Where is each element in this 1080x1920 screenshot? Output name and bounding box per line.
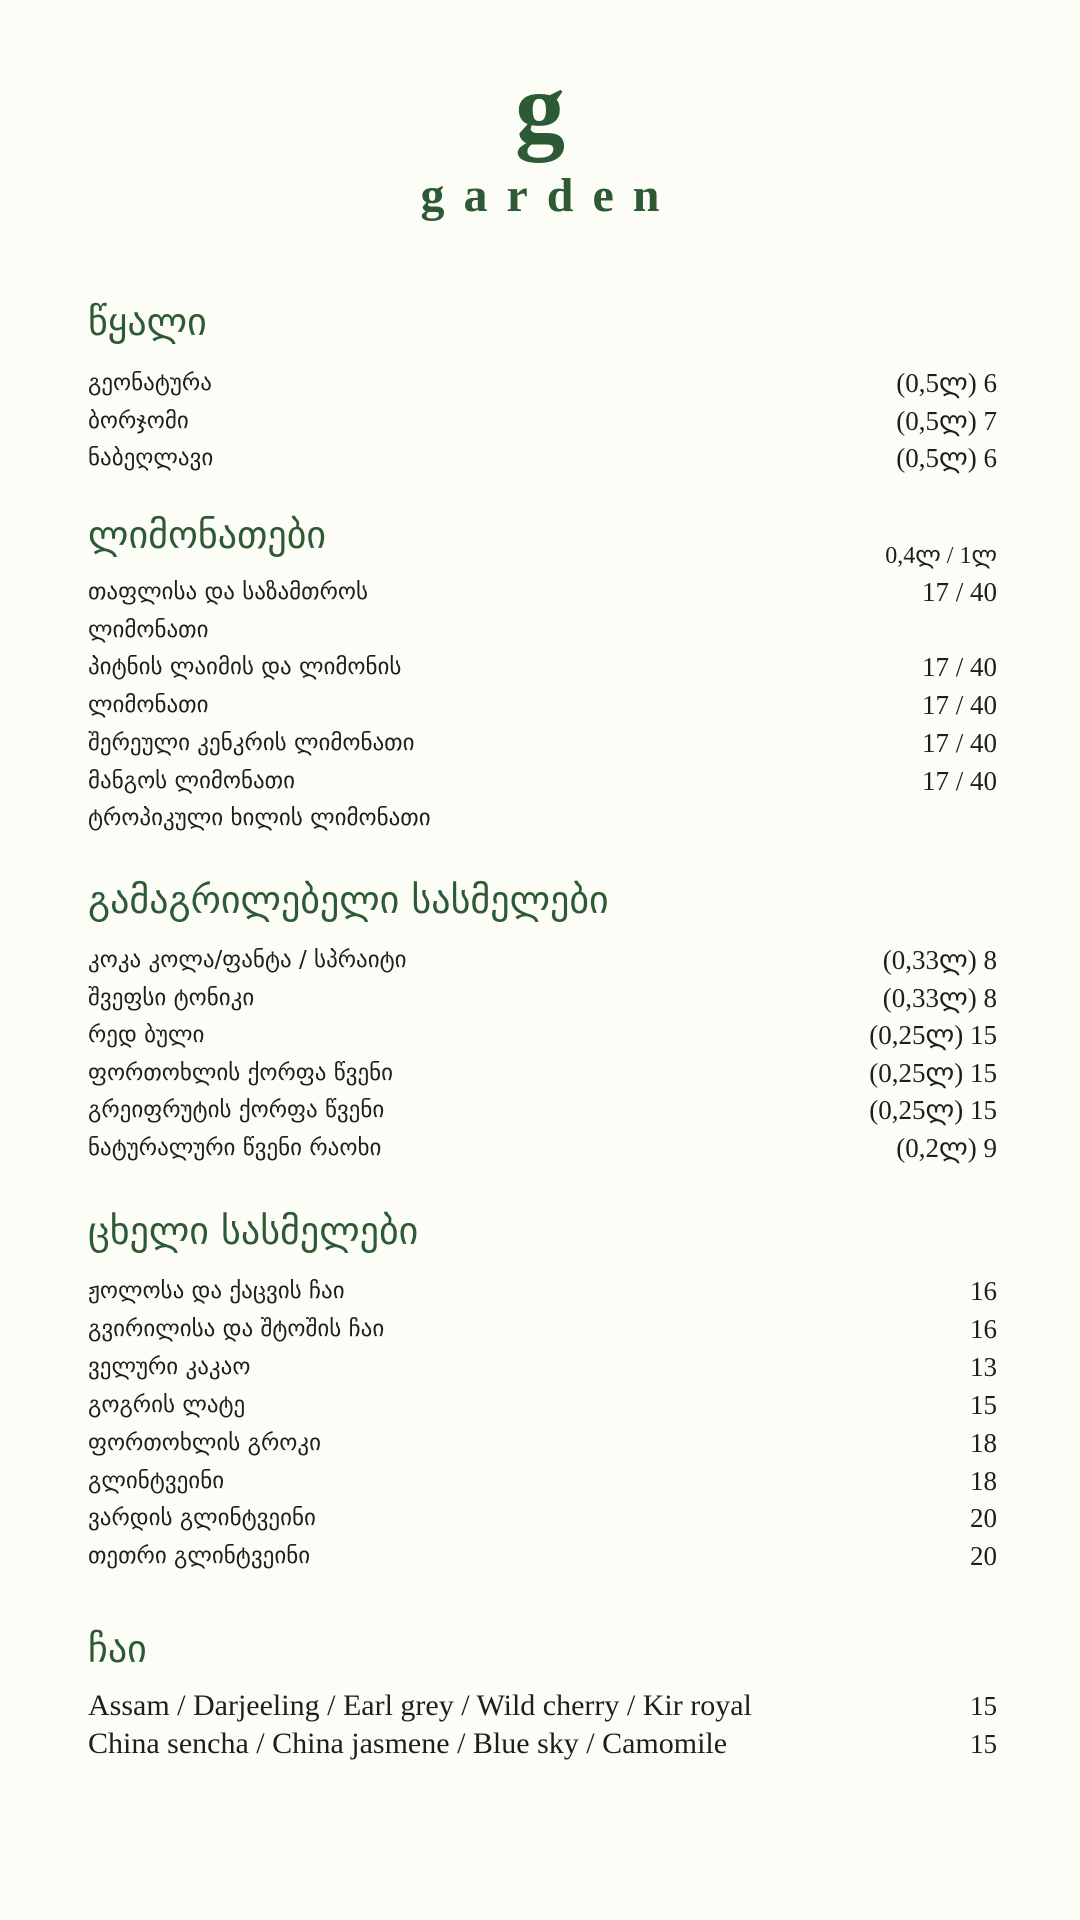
item-name: ნატურალური წვენი რაოხი [88, 1135, 382, 1161]
menu-item [88, 1131, 997, 1165]
item-name: ლიმონათი [88, 616, 209, 643]
menu-item [88, 688, 997, 722]
item-price: 13 [970, 1351, 997, 1382]
item-price: (0,33ლ) 8 [882, 982, 997, 1013]
menu-item [88, 1464, 997, 1498]
menu-item [88, 943, 997, 977]
menu-item [88, 1727, 997, 1761]
section-heading: წყალი [88, 300, 207, 344]
section-heading: ცხელი სასმელები [88, 1209, 419, 1253]
item-name: ბორჯომი [88, 407, 189, 434]
item-name: ლიმონათი [88, 692, 209, 719]
item-name: შერეული კენკრის ლიმონათი [88, 729, 415, 756]
menu-item [88, 575, 997, 609]
item-price: 18 [970, 1465, 997, 1496]
item-name: ფორთოხლის ქორფა წვენი [88, 1059, 394, 1086]
item-price: 18 [970, 1427, 997, 1458]
menu-item [88, 981, 997, 1015]
item-price: 15 [970, 1691, 997, 1721]
item-name: თაფლისა და საზამთროს [88, 579, 368, 605]
item-name: რედ ბული [88, 1022, 205, 1049]
menu-item [88, 1426, 997, 1460]
menu-item [88, 1350, 997, 1384]
menu-item [88, 441, 997, 475]
item-name: გეონატურა [88, 370, 212, 396]
menu-item [88, 1501, 997, 1535]
item-name: ნაბეღლავი [88, 445, 214, 471]
item-name: Assam / Darjeeling / Earl grey / Wild cherry / Kir royal [88, 1689, 752, 1722]
item-name: ველური კაკაო [88, 1353, 251, 1380]
menu-item [88, 764, 997, 798]
menu-item [88, 613, 997, 647]
item-price: 17 / 40 [921, 577, 997, 607]
menu-item [88, 366, 997, 400]
item-name: ტროპიკული ხილის ლიმონათი [88, 805, 431, 832]
volume-header: 0,4ლ / 1ლ [885, 543, 997, 569]
item-price: 15 [970, 1729, 997, 1759]
item-name: გლინტვეინი [88, 1467, 225, 1494]
menu-item [88, 1274, 997, 1308]
item-name: შვეფსი ტონიკი [88, 984, 255, 1011]
item-name: ჟოლოსა და ქაცვის ჩაი [88, 1278, 345, 1304]
item-name: პიტნის ლაიმის და ლიმონის [88, 654, 402, 681]
menu-item [88, 650, 997, 684]
item-price: (0,2ლ) 9 [896, 1133, 997, 1163]
item-name: გრეიფრუტის ქორფა წვენი [88, 1097, 385, 1124]
item-price: 17 / 40 [921, 652, 997, 683]
item-price: (0,5ლ) 7 [896, 405, 997, 436]
menu-item [88, 1689, 997, 1723]
menu-item [88, 1539, 997, 1573]
menu-item [88, 1388, 997, 1422]
item-price: (0,25ლ) 15 [869, 1057, 997, 1088]
menu-item [88, 1056, 997, 1090]
section-heading: ჩაი [88, 1627, 147, 1671]
item-price: 17 / 40 [921, 765, 997, 796]
section-heading: გამაგრილებელი სასმელები [88, 878, 609, 922]
item-price: (0,25ლ) 15 [869, 1020, 997, 1051]
item-name: ვარდის გლინტვეინი [88, 1505, 316, 1532]
menu-item [88, 726, 997, 760]
logo-mark: g [515, 52, 565, 163]
item-price: 15 [970, 1389, 997, 1420]
item-name: მანგოს ლიმონათი [88, 767, 295, 794]
item-price: 16 [970, 1313, 997, 1344]
item-name: ფორთოხლის გროკი [88, 1429, 321, 1456]
brand-name: garden [420, 169, 679, 222]
menu-item [88, 801, 997, 835]
item-price: 17 / 40 [921, 690, 997, 721]
item-name: გვირილისა და შტოშის ჩაი [88, 1315, 385, 1342]
item-name: China sencha / China jasmene / Blue sky / Camomile [88, 1727, 728, 1760]
item-price: 20 [970, 1503, 997, 1534]
item-price: 20 [970, 1541, 997, 1572]
item-name: გოგრის ლატე [88, 1391, 246, 1418]
item-price: 17 / 40 [921, 727, 997, 758]
item-price: (0,5ლ) 6 [896, 368, 997, 398]
item-price: (0,33ლ) 8 [882, 945, 997, 975]
menu-item [88, 404, 997, 438]
section-heading: ლიმონათები [88, 513, 327, 557]
item-price: (0,5ლ) 6 [896, 443, 997, 473]
menu-item [88, 1093, 997, 1127]
menu-item [88, 1312, 997, 1346]
menu-item [88, 1018, 997, 1052]
item-price: 16 [970, 1276, 997, 1306]
item-price: (0,25ლ) 15 [869, 1095, 997, 1126]
item-name: კოკა კოლა/ფანტა / სპრაიტი [88, 947, 407, 973]
item-name: თეთრი გლინტვეინი [88, 1543, 311, 1570]
